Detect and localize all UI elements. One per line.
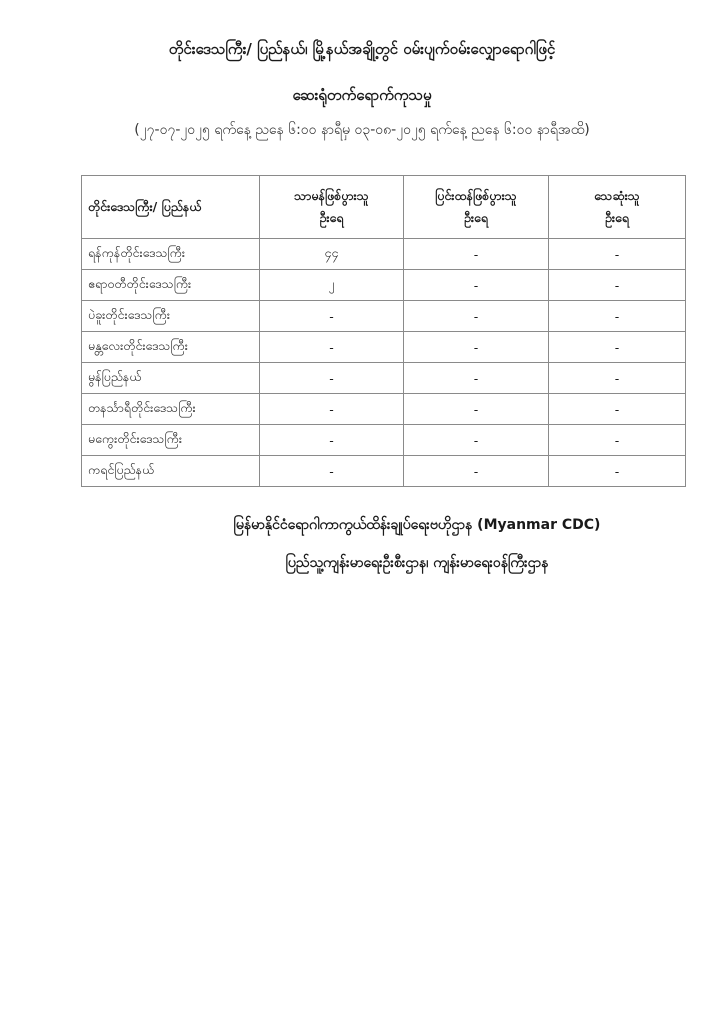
table-row: [82, 270, 686, 301]
header-mild-unit: ဦးရေ: [319, 210, 344, 225]
mild-cell: -: [260, 301, 404, 332]
deaths-cell: -: [549, 394, 686, 425]
region-cell: ပဲခူးတိုင်းဒေသကြီး: [82, 301, 260, 332]
mild-cell: ၂: [260, 270, 404, 301]
date-range: (၂၇-၀၇-၂၀၂၅ ရက်နေ့ ညနေ ၆:၀၀ နာရီမှ ၀၃-၀၈-၂၀၂၅ ရက်နေ့ ညနေ ၆:၀၀ နာရီအထိ): [134, 122, 590, 138]
mild-cell: -: [260, 363, 404, 394]
header-severe-label: ပြင်းထန်ဖြစ်ပွားသူ: [435, 188, 517, 203]
deaths-cell: -: [549, 363, 686, 394]
severe-cell: -: [404, 363, 549, 394]
deaths-cell: -: [549, 301, 686, 332]
deaths-cell: -: [549, 239, 686, 270]
header-severe-cases: [404, 176, 549, 239]
region-cell: မွန်ပြည်နယ်: [82, 363, 260, 394]
table-row: [82, 239, 686, 270]
severe-cell: -: [404, 425, 549, 456]
header-mild-label: သာမန်ဖြစ်ပွားသူ: [294, 188, 369, 203]
table-row: [82, 332, 686, 363]
deaths-cell: -: [549, 425, 686, 456]
header-mild-cases: [260, 176, 404, 239]
severe-cell: -: [404, 270, 549, 301]
header-region: [82, 176, 260, 239]
header-deaths: [549, 176, 686, 239]
region-cell: ရန်ကုန်တိုင်းဒေသကြီး: [82, 239, 260, 270]
footer-organization: မြန်မာနိုင်ငံရောဂါကာကွယ်ထိန်းချုပ်ရေးဗဟိုဌာန (Myanmar CDC): [233, 517, 601, 533]
mild-cell: -: [260, 332, 404, 363]
severe-cell: -: [404, 301, 549, 332]
table-row: [82, 301, 686, 332]
document-subtitle: ဆေးရုံတက်ရောက်ကုသမှု: [292, 86, 432, 104]
header-region-label: တိုင်းဒေသကြီး/ ပြည်နယ်: [88, 199, 202, 214]
table-header-row: [82, 176, 686, 239]
region-cell: မကွေးတိုင်းဒေသကြီး: [82, 425, 260, 456]
table-row: [82, 425, 686, 456]
severe-cell: -: [404, 394, 549, 425]
deaths-cell: -: [549, 456, 686, 487]
cases-table: [81, 175, 686, 487]
table-row: [82, 456, 686, 487]
severe-cell: -: [404, 332, 549, 363]
region-cell: မန္တလေးတိုင်းဒေသကြီး: [82, 332, 260, 363]
document-title: တိုင်းဒေသကြီး/ ပြည်နယ်၊ မြို့နယ်အချို့တွင် ဝမ်းပျက်ဝမ်းလျှောရောဂါဖြင့်: [168, 40, 556, 58]
severe-cell: -: [404, 239, 549, 270]
table-row: [82, 363, 686, 394]
header-deaths-unit: ဦးရေ: [604, 210, 630, 225]
mild-cell: -: [260, 394, 404, 425]
header-severe-unit: ဦးရေ: [463, 210, 489, 225]
severe-cell: -: [404, 456, 549, 487]
deaths-cell: -: [549, 332, 686, 363]
table-row: [82, 394, 686, 425]
region-cell: ဧရာဝတီတိုင်းဒေသကြီး: [82, 270, 260, 301]
mild-cell: -: [260, 425, 404, 456]
deaths-cell: -: [549, 270, 686, 301]
footer-department: ပြည်သူ့ကျန်းမာရေးဦးစီးဌာန၊ ကျန်းမာရေးဝန်ကြီးဌာန: [285, 555, 549, 571]
mild-cell: -: [260, 456, 404, 487]
header-deaths-label: သေဆုံးသူ: [594, 188, 640, 203]
region-cell: ကရင်ပြည်နယ်: [82, 456, 260, 487]
mild-cell: ၄၄: [260, 239, 404, 270]
region-cell: တနင်္သာရီတိုင်းဒေသကြီး: [82, 394, 260, 425]
